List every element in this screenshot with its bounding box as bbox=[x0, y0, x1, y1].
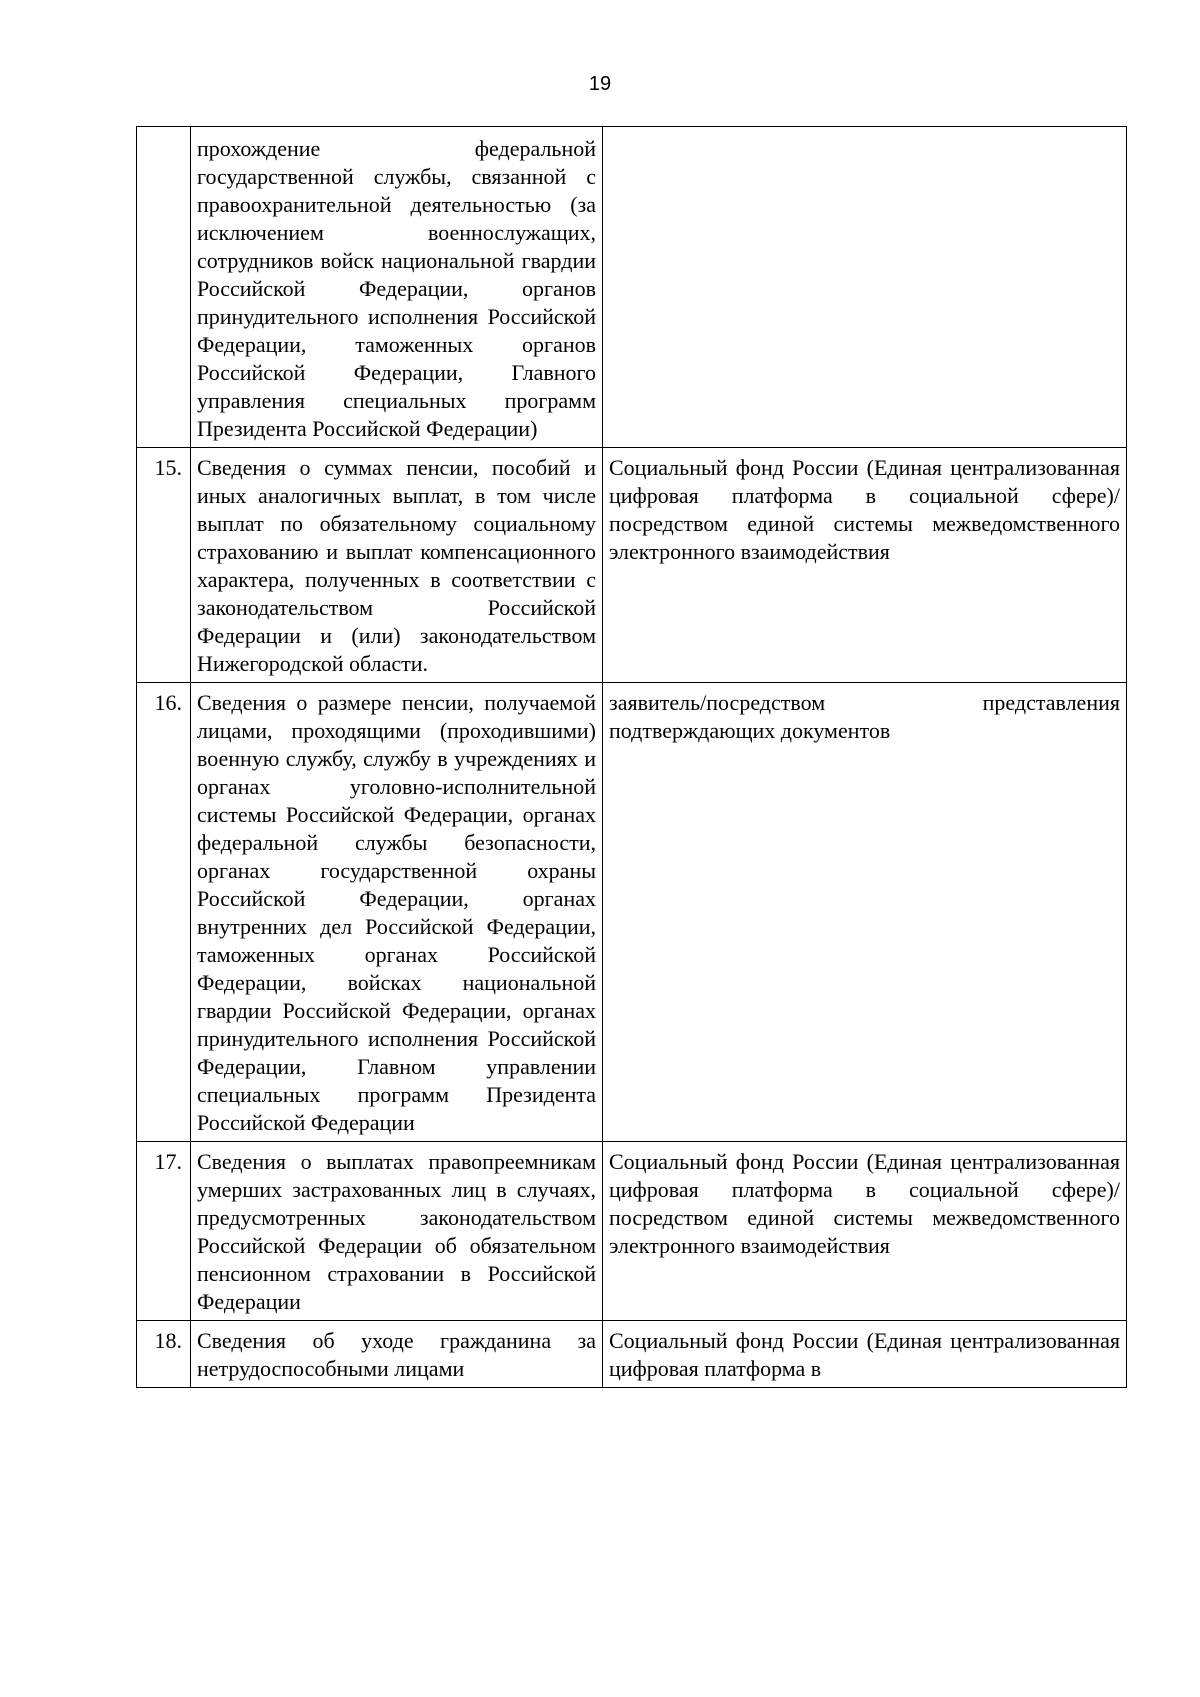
services-table bbox=[136, 126, 1127, 1388]
row-source bbox=[603, 127, 1127, 448]
row-source: Социальный фонд России (Единая централизованная цифровая платформа в социальной сфере)/посредством единой системы межведомственного электронного взаимодействия bbox=[603, 1142, 1127, 1321]
row-source: Социальный фонд России (Единая централизованная цифровая платформа в bbox=[603, 1321, 1127, 1388]
row-source: заявитель/посредством представления подтверждающих документов bbox=[603, 683, 1127, 1142]
row-source: Социальный фонд России (Единая централизованная цифровая платформа в социальной сфере)/посредством единой системы межведомственного электронного взаимодействия bbox=[603, 448, 1127, 683]
table-row-17 bbox=[137, 1142, 1127, 1321]
table-row-18 bbox=[137, 1321, 1127, 1388]
row-number bbox=[137, 127, 191, 448]
page-number: 19 bbox=[588, 73, 612, 95]
table-row-15 bbox=[137, 448, 1127, 683]
row-number: 18. bbox=[137, 1321, 191, 1388]
row-description: прохождение федеральной государственной службы, связанной с правоохранительной деятельностью (за исключением военнослужащих, сотрудников войск национальной гвардии Российской Федерации, органов принудительного исполнения Российской Федерации, таможенных органов Российской Федерации, Главного управления специальных программ Президента Российской Федерации) bbox=[191, 127, 603, 448]
row-number: 16. bbox=[137, 683, 191, 1142]
table-row-16 bbox=[137, 683, 1127, 1142]
row-description: Сведения об уходе гражданина за нетрудоспособными лицами bbox=[191, 1321, 603, 1388]
row-number: 15. bbox=[137, 448, 191, 683]
row-description: Сведения о выплатах правопреемникам умерших застрахованных лиц в случаях, предусмотренных законодательством Российской Федерации об обязательном пенсионном страховании в Российской Федерации bbox=[191, 1142, 603, 1321]
table-row-continuation bbox=[137, 127, 1127, 448]
row-number: 17. bbox=[137, 1142, 191, 1321]
row-description: Сведения о размере пенсии, получаемой лицами, проходящими (проходившими) военную службу, службу в учреждениях и органах уголовно-исполнительной системы Российской Федерации, органах федеральной службы безопасности, органах государственной охраны Российской Федерации, органах внутренних дел Российской Федерации, таможенных органах Российской Федерации, войсках национальной гвардии Российской Федерации, органах принудительного исполнения Российской Федерации, Главном управлении специальных программ Президента Российской Федерации bbox=[191, 683, 603, 1142]
row-description: Сведения о суммах пенсии, пособий и иных аналогичных выплат, в том числе выплат по обязательному социальному страхованию и выплат компенсационного характера, полученных в соответствии с законодательством Российской Федерации и (или) законодательством Нижегородской области. bbox=[191, 448, 603, 683]
